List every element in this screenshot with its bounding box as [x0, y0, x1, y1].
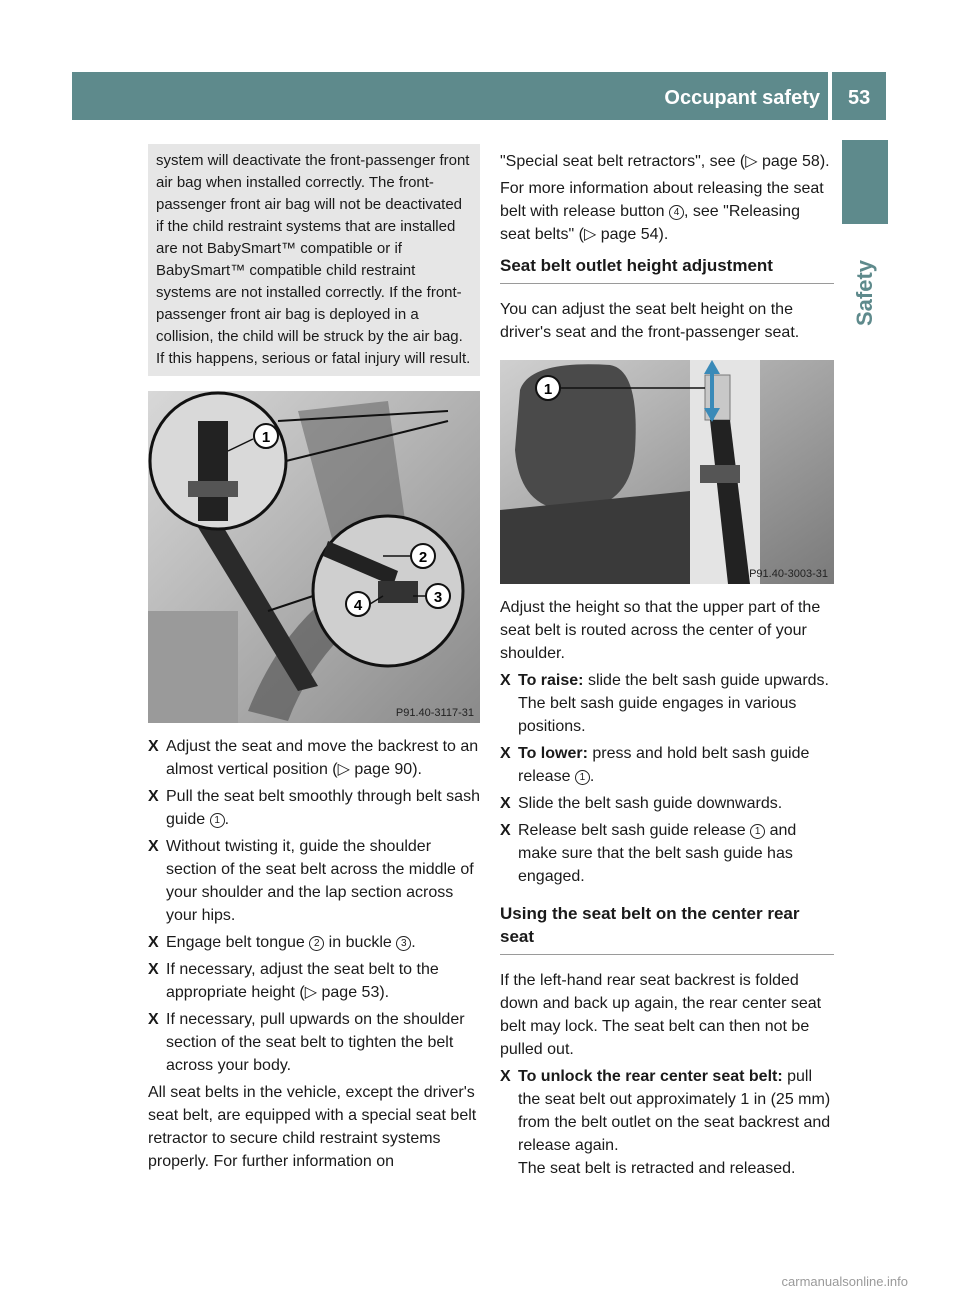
chapter-tab: [842, 140, 888, 224]
svg-text:3: 3: [433, 589, 443, 606]
instruction-step: X Pull the seat belt smoothly through belt sash guide 1 .: [148, 788, 480, 828]
instruction-step: X Engage belt tongue 2 in buckle 3 .: [148, 934, 416, 951]
callout-ref: 1: [575, 770, 590, 785]
seat-belt-illustration: [148, 391, 480, 723]
left-steps: [148, 735, 480, 1173]
paragraph: You can adjust the seat belt height on the driver's seat and the front-passenger seat.: [500, 301, 800, 341]
height-adjust-figure: [500, 360, 834, 584]
instruction-step: X Slide the belt sash guide downwards.: [500, 795, 783, 812]
paragraph: Adjust the height so that the upper part of the seat belt is routed across the center of your shoulder.: [500, 599, 821, 662]
figure-code: P91.40-3117-31: [395, 707, 474, 719]
right-column: [500, 150, 834, 1184]
instruction-step: X Adjust the seat and move the backrest to an almost vertical position (▷ page 90).: [148, 738, 479, 778]
svg-text:2: 2: [418, 549, 428, 566]
paragraph: "Special seat belt retractors", see (▷ page 58).: [500, 153, 830, 170]
height-adjust-illustration: [500, 360, 834, 584]
chapter-label: Safety: [852, 259, 877, 327]
callout-ref: 3: [396, 936, 411, 951]
watermark: carmanualsonline.info: [781, 1274, 908, 1289]
left-column: [148, 150, 480, 1177]
page-number: 53: [848, 87, 871, 109]
svg-text:1: 1: [543, 381, 553, 398]
callout-ref: 1: [210, 813, 225, 828]
paragraph: If the left-hand rear seat backrest is folded down and back up again, the rear center seat belt may lock. The seat belt can then not be pulled out.: [500, 972, 822, 1058]
svg-text:1: 1: [261, 429, 271, 446]
svg-text:4: 4: [353, 597, 363, 614]
instruction-step: X If necessary, pull upwards on the shoulder section of the seat belt to tighten the belt across your body.: [148, 1011, 465, 1074]
instruction-step: X Release belt sash guide release 1 and make sure that the belt sash guide has engaged.: [500, 822, 797, 885]
instruction-step: X To raise: slide the belt sash guide upwards. The belt sash guide engages in various positions.: [500, 672, 829, 735]
heading-rule: [500, 954, 834, 955]
instruction-step: X If necessary, adjust the seat belt to the appropriate height (▷ page 53).: [148, 961, 439, 1001]
paragraph: For more information about releasing the seat belt with release button 4 , see "Releasing seat belts" (▷ page 54).: [500, 180, 824, 243]
page-section-title: Occupant safety: [664, 87, 820, 109]
section-heading: Using the seat belt on the center rear seat: [500, 904, 800, 946]
section-heading: Seat belt outlet height adjustment: [500, 256, 773, 275]
callout-ref: 2: [309, 936, 324, 951]
seat-belt-figure: [148, 391, 480, 723]
figure-code: P91.40-3003-31: [749, 568, 828, 580]
instruction-step: X Without twisting it, guide the shoulder section of the seat belt across the middle of your shoulder and the lap section across your hips.: [148, 838, 474, 924]
callout-ref: 1: [750, 824, 765, 839]
heading-rule: [500, 283, 834, 284]
warning-box: system will deactivate the front-passenger front air bag when installed correctly. The front-passenger front air bag will not be deactivated if the child restraint systems that are installed are not BabySmart™ compatible or if BabySmart™ compatible child restraint systems are not installed correctly. If the front-passenger front air bag is deployed in a collision, the child will be struck by the air bag. If this happens, serious or fatal injury will result.: [148, 144, 480, 376]
instruction-step: X To lower: press and hold belt sash guide release 1 .: [500, 745, 810, 785]
paragraph: All seat belts in the vehicle, except the driver's seat belt, are equipped with a special seat belt retractor to secure child restraint systems properly. For further information on: [148, 1084, 477, 1170]
instruction-step: X To unlock the rear center seat belt: pull the seat belt out approximately 1 in (25 mm) from the belt outlet on the seat backrest and release again. The seat belt is retracted and released.: [500, 1068, 831, 1177]
header-divider: [828, 72, 832, 120]
callout-ref: 4: [669, 205, 684, 220]
